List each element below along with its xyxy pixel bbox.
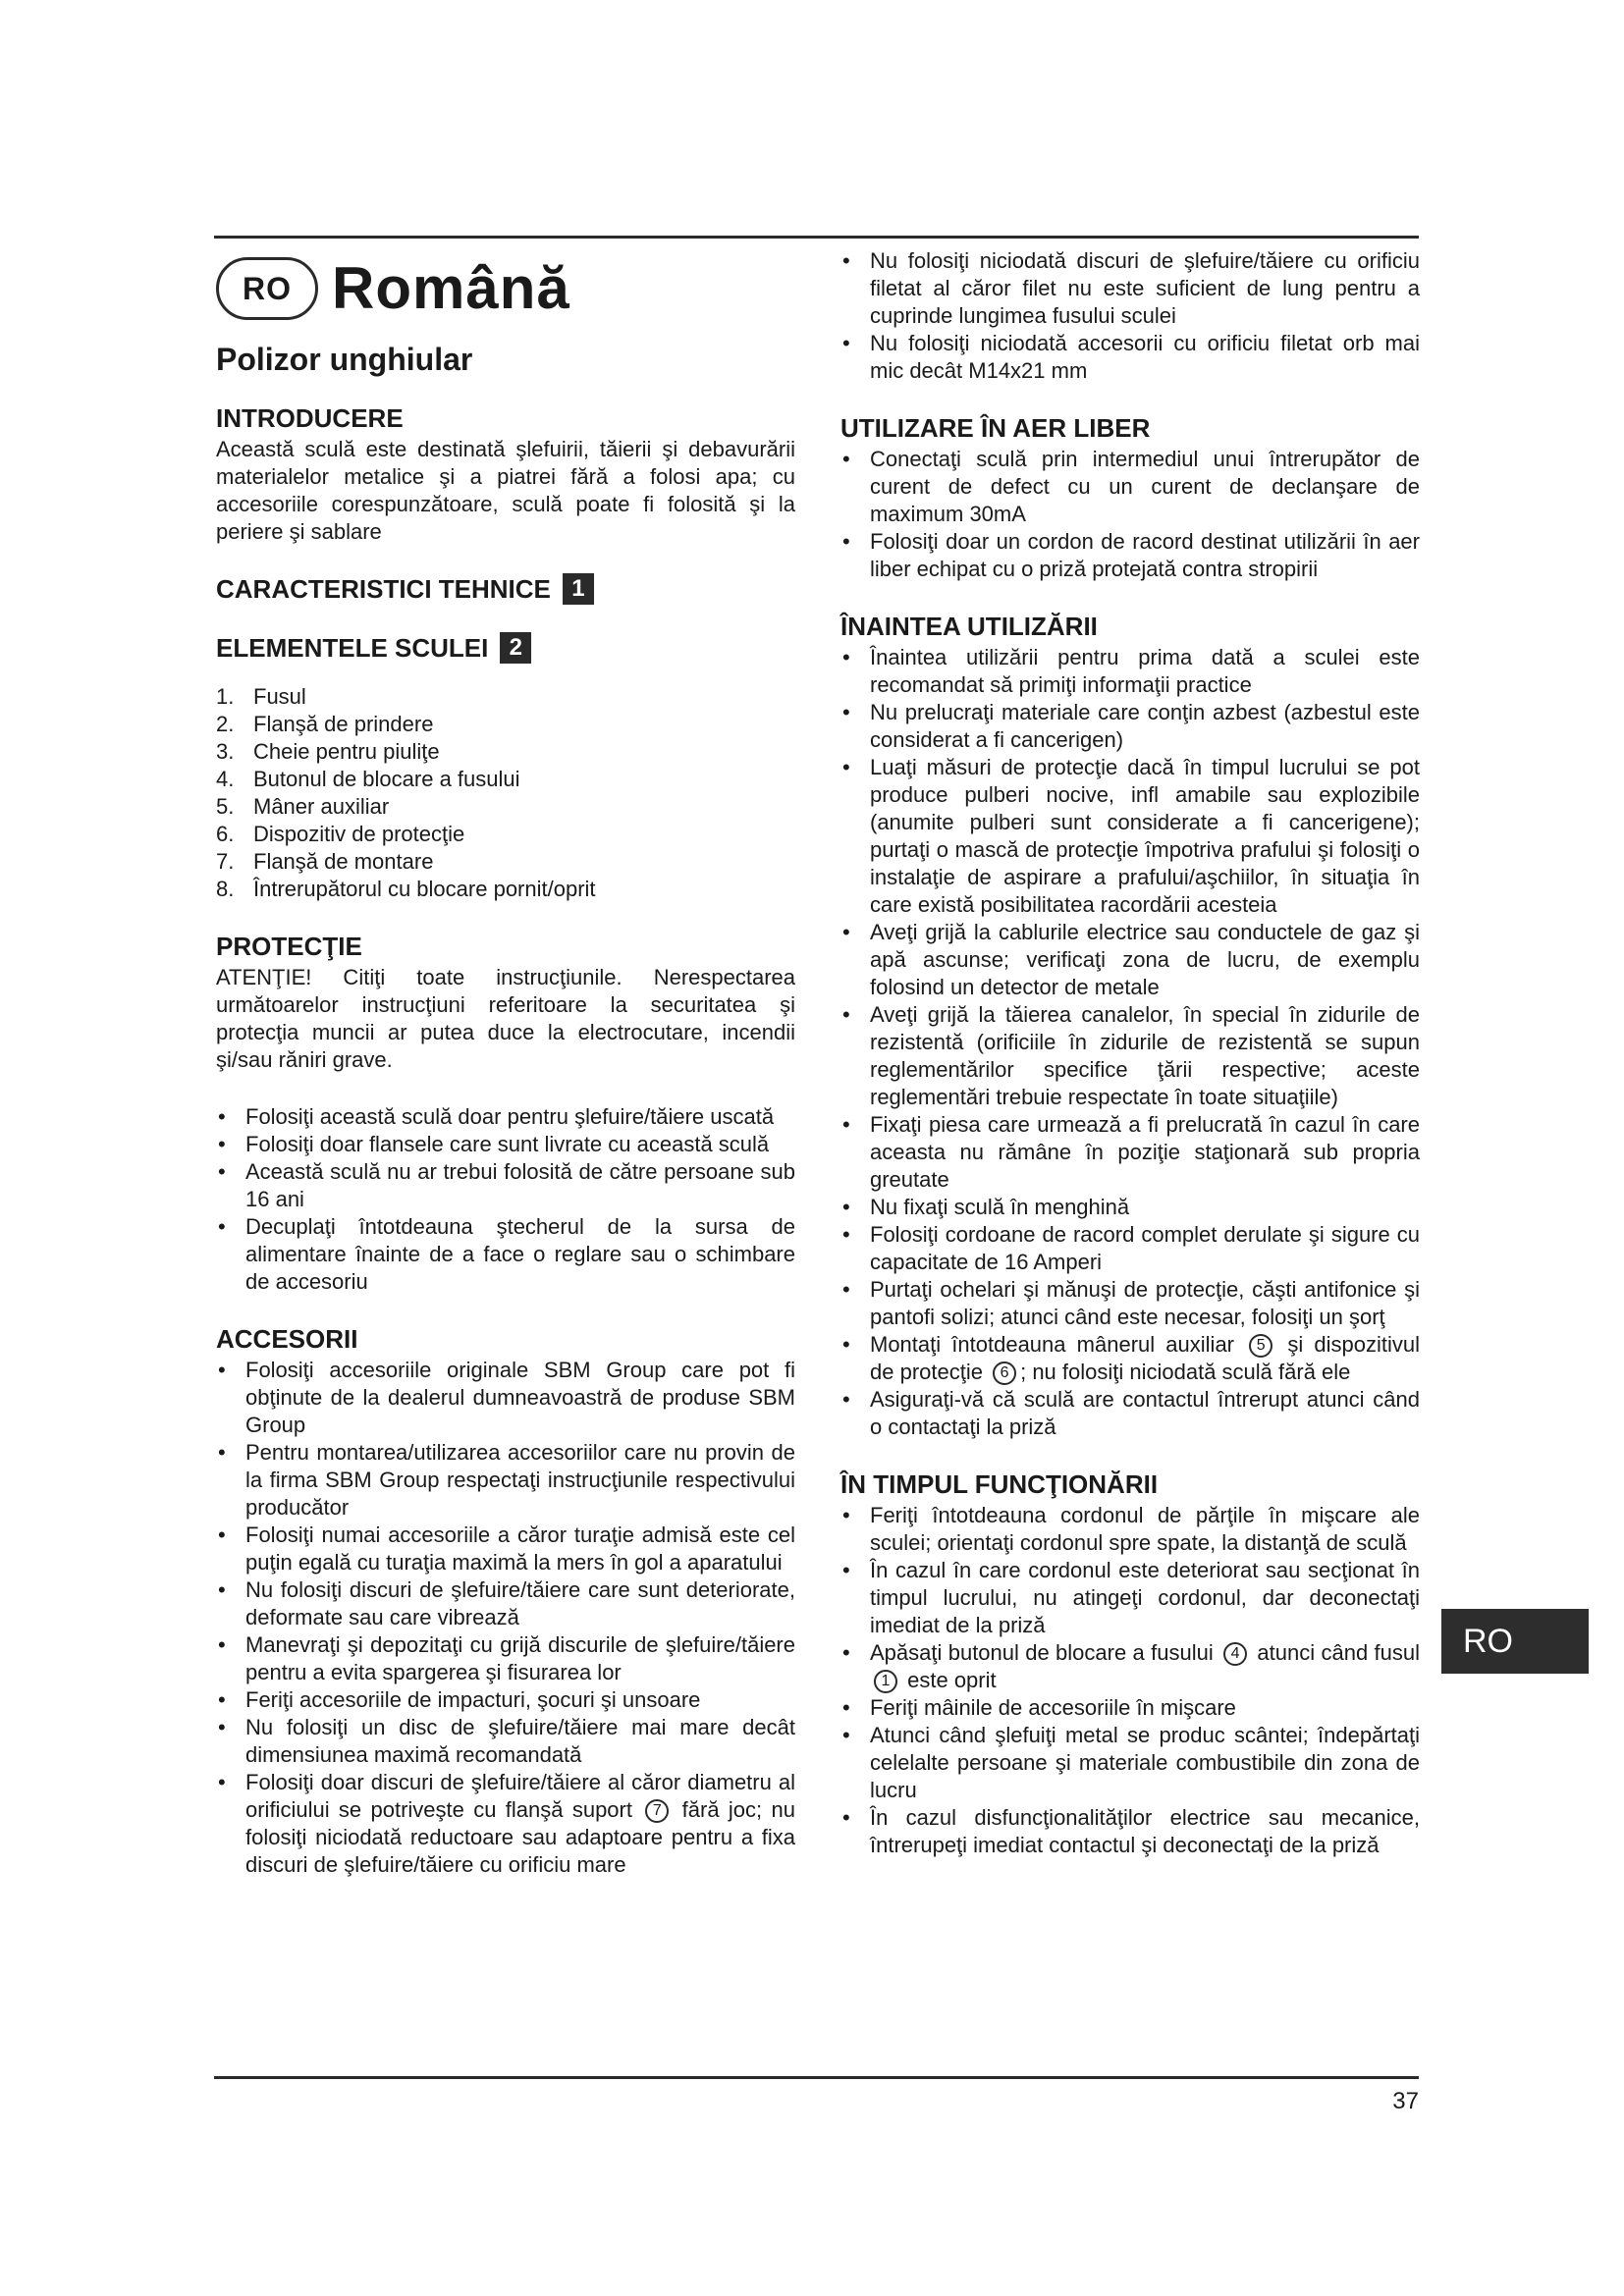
list-item: • Feriţi întotdeauna cordonul de părţile în mişcare ale sculei; orientaţi cordonul spre spate, la distanţă de sculă	[840, 1502, 1420, 1557]
list-item: • Montaţi întotdeauna mânerul auxiliar 5 şi dispozitivul de protecţie 6 ; nu folosiţi niciodată sculă fără ele	[840, 1331, 1420, 1386]
language-side-tab: RO	[1441, 1609, 1589, 1674]
list-item: • În cazul disfuncţionalităţilor electrice sau mecanice, întrerupeţi imediat contactul şi deconectaţi de la priză	[840, 1804, 1420, 1859]
list-item: • Manevraţi şi depozitaţi cu grijă discurile de şlefuire/tăiere pentru a evita spargerea şi fisurarea lor	[216, 1631, 795, 1686]
list-item: 2. Flanşă de prindere	[216, 712, 434, 736]
list-item: 8. Întrerupătorul cu blocare pornit/oprit	[216, 877, 596, 901]
left-column	[216, 245, 795, 1879]
language-title: Română	[332, 255, 570, 321]
list-item: • Atunci când şlefuiţi metal se produc scântei; îndepărtaţi celelalte persoane şi materiale combustibile din zona de lucru	[840, 1722, 1420, 1804]
figure-ref-box: 1	[563, 573, 594, 605]
circled-ref-5: 5	[1249, 1334, 1272, 1358]
list-item: • Folosiţi această sculă doar pentru şlefuire/tăiere uscată	[216, 1103, 795, 1131]
list-item: • Folosiţi doar discuri de şlefuire/tăiere al căror diametru al orificiului se potriveşte cu flanşă suport 7 fără joc; nu folosiţi niciodată reductoare sau adaptoare pentru a fixa discuri de şlefuire/tăiere cu orificiu mare	[216, 1769, 795, 1879]
circled-ref-7: 7	[645, 1799, 669, 1823]
list-item: • Purtaţi ochelari şi mănuşi de protecţie, căşti antifonice şi pantofi solizi; atunci când este necesar, folosiţi un şorţ	[840, 1276, 1420, 1331]
document-title: Polizor unghiular	[216, 342, 473, 377]
intro-paragraph: Această sculă este destinată şlefuirii, tăierii şi debavurării materialelor metalice şi a piatrei fără a folosi apa; cu accesoriile corespunzătoare, sculă poate fi folosită şi la periere şi sablare	[216, 437, 795, 544]
outdoor-list	[840, 446, 1420, 583]
during-operation-list	[840, 1502, 1420, 1859]
list-item: • Feriţi mâinile de accesoriile în mişcare	[840, 1694, 1420, 1722]
list-item: 3. Cheie pentru piuliţe	[216, 739, 440, 764]
list-item: • Luaţi măsuri de protecţie dacă în timpul lucrului se pot produce pulberi nocive, infl amabile sau explozibile (anumite pulberi sunt considerate a fi cancerigene); purtaţi o mască de protecţie împotriva prafului şi folosiţi o instalaţie de aspirare a prafului/aşchiilor, în situaţia în care există posibilitatea racordării acesteia	[840, 754, 1420, 919]
list-item: • Această sculă nu ar trebui folosită de către persoane sub 16 ani	[216, 1158, 795, 1213]
list-item: • Folosiţi doar flansele care sunt livrate cu această sculă	[216, 1131, 795, 1158]
protection-list	[216, 1103, 795, 1296]
accessories-continued-list	[840, 247, 1420, 385]
list-item: • Nu prelucraţi materiale care conţin azbest (azbestul este considerat a fi cancerigen)	[840, 699, 1420, 754]
list-item: • În cazul în care cordonul este deteriorat sau secţionat în timpul lucrului, nu atingeţi cordonul, dar deconectaţi imediat de la priză	[840, 1557, 1420, 1639]
accessories-list	[216, 1357, 795, 1879]
list-item: 4. Butonul de blocare a fusului	[216, 767, 520, 791]
list-item: • Pentru montarea/utilizarea accesoriilor care nu provin de la firma SBM Group respectaţi instrucţiunile respectivului producător	[216, 1439, 795, 1522]
section-heading-before-use: ÎNAINTEA UTILIZĂRII	[840, 612, 1098, 641]
section-heading-elements: ELEMENTELE SCULEI 2	[216, 632, 795, 664]
circled-ref-4: 4	[1223, 1642, 1247, 1666]
list-item: 1. Fusul	[216, 684, 306, 709]
parts-list	[216, 683, 795, 903]
circled-ref-6: 6	[993, 1362, 1016, 1385]
section-heading-during-operation: ÎN TIMPUL FUNCŢIONĂRII	[840, 1469, 1159, 1499]
circled-ref-1: 1	[874, 1670, 897, 1693]
page-number: 37	[1392, 2088, 1419, 2114]
list-item: • Nu fixaţi sculă în menghină	[840, 1194, 1420, 1221]
before-use-list	[840, 644, 1420, 1441]
right-column	[840, 245, 1420, 1859]
warning-paragraph: ATENŢIE! Citiţi toate instrucţiunile. Nerespectarea următoarelor instrucţiuni referitoare la securitatea şi protecţia muncii ar putea duce la electrocutare, incendii şi/sau răniri grave.	[216, 965, 795, 1072]
list-item: • Înaintea utilizării pentru prima dată a sculei este recomandat să primiţi informaţii practice	[840, 644, 1420, 699]
list-item: • Nu folosiţi niciodată accesorii cu orificiu filetat orb mai mic decât M14x21 mm	[840, 330, 1420, 385]
section-heading-accessories: ACCESORII	[216, 1324, 358, 1354]
section-heading-intro: INTRODUCERE	[216, 403, 404, 433]
list-item: • Folosiţi doar un cordon de racord destinat utilizării în aer liber echipat cu o priză protejată contra stropirii	[840, 528, 1420, 583]
language-code-badge: RO	[216, 257, 318, 320]
top-rule	[214, 236, 1419, 239]
list-item: 7. Flanşă de montare	[216, 849, 434, 874]
list-item: • Folosiţi numai accesoriile a căror turaţie admisă este cel puţin egală cu turaţia maximă la mers în gol a aparatului	[216, 1522, 795, 1576]
list-item: • Nu folosiţi un disc de şlefuire/tăiere mai mare decât dimensiunea maximă recomandată	[216, 1714, 795, 1769]
list-item: • Decuplaţi întotdeauna ştecherul de la sursa de alimentare înainte de a face o reglare sau o schimbare de accesoriu	[216, 1213, 795, 1296]
list-item: • Feriţi accesoriile de impacturi, şocuri şi unsoare	[216, 1686, 795, 1714]
language-header	[216, 249, 795, 328]
list-item: • Folosiţi accesoriile originale SBM Group care pot fi obţinute de la dealerul dumneavoastră de produse SBM Group	[216, 1357, 795, 1439]
list-item: • Nu folosiţi niciodată discuri de şlefuire/tăiere cu orificiu filetat al căror filet nu este suficient de lung pentru a cuprinde lungimea fusului sculei	[840, 247, 1420, 330]
bottom-rule	[214, 2076, 1419, 2079]
list-item: • Asiguraţi-vă că sculă are contactul întrerupt atunci când o contactaţi la priză	[840, 1386, 1420, 1441]
section-heading-outdoor: UTILIZARE ÎN AER LIBER	[840, 413, 1151, 443]
list-item: • Folosiţi cordoane de racord complet derulate şi sigure cu capacitate de 16 Amperi	[840, 1221, 1420, 1276]
list-item: • Aveţi grijă la cablurile electrice sau conductele de gaz şi apă ascunse; verificaţi zona de lucru, de exemplu folosind un detector de metale	[840, 919, 1420, 1001]
list-item: • Apăsaţi butonul de blocare a fusului 4 atunci când fusul 1 este oprit	[840, 1639, 1420, 1694]
list-item: 6. Dispozitiv de protecţie	[216, 822, 465, 846]
list-item: • Conectaţi sculă prin intermediul unui întrerupător de curent de defect cu un curent de declanşare de maximum 30mA	[840, 446, 1420, 528]
list-item: 5. Mâner auxiliar	[216, 794, 390, 819]
figure-ref-box: 2	[500, 632, 531, 664]
list-item: • Nu folosiţi discuri de şlefuire/tăiere care sunt deteriorate, deformate sau care vibrează	[216, 1576, 795, 1631]
list-item: • Fixaţi piesa care urmează a fi prelucrată în cazul în care aceasta nu rămâne în poziţie staţionară sub propria greutate	[840, 1111, 1420, 1194]
list-item: • Aveţi grijă la tăierea canalelor, în special în zidurile de rezistentă (orificiile în zidurile de rezistentă se supun reglementărilor specifice ţării respective; aceste reglementări trebuie respectate în toate situaţiile)	[840, 1001, 1420, 1111]
section-heading-tech: CARACTERISTICI TEHNICE 1	[216, 573, 795, 605]
section-heading-protection: PROTECŢIE	[216, 932, 362, 961]
